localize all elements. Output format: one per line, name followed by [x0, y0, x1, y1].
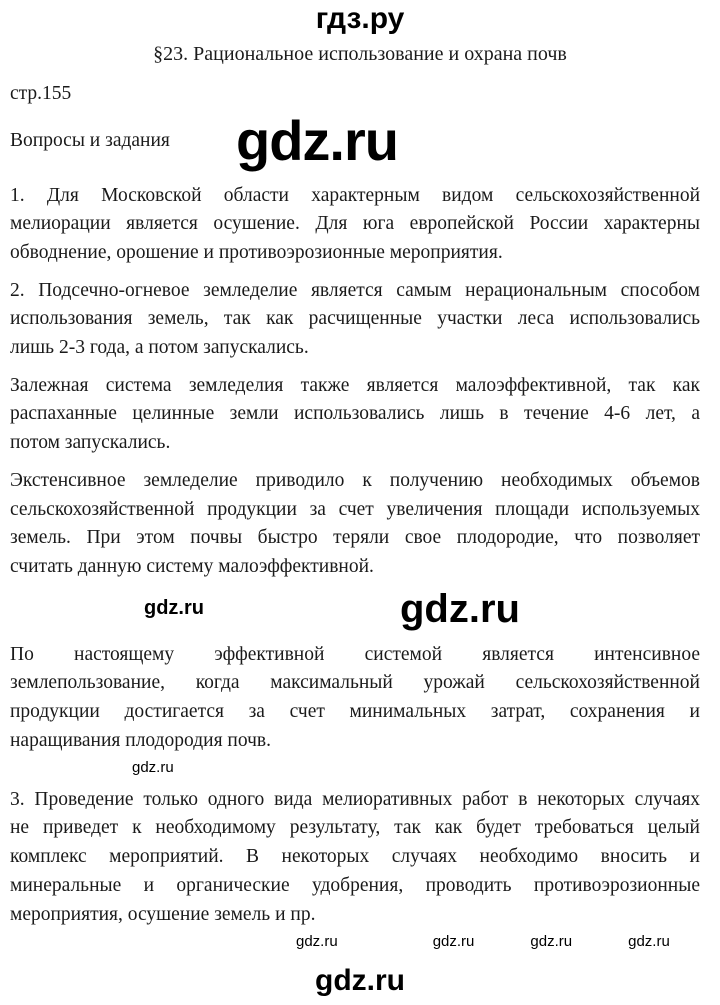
paragraph-line: обводнение, орошение и противоэрозионные мероприятия. — [10, 241, 503, 263]
page-reference: стр.155 — [10, 82, 72, 104]
paragraph-line: комплекс мероприятий. В некоторых случаях необходимо вносить и — [10, 846, 700, 868]
answer-paragraph — [10, 182, 700, 268]
paragraph-line: 2. Подсечно-огневое земледелие является самым нерациональным способом — [10, 279, 700, 301]
paragraph-line: мелиорации является осушение. Для юга европейской России характерны — [10, 213, 700, 235]
paragraph-line: продукции достигается за счет минимальных затрат, сохранения и — [10, 701, 700, 723]
paragraph-line: лишь 2-3 года, а потом запускались. — [10, 337, 309, 359]
paragraph-line: мероприятия, осушение земель и пр. — [10, 903, 316, 925]
watermark-small: gdz.ru — [296, 933, 338, 951]
paragraph-line: 3. Проведение только одного вида мелиоративных работ в некоторых случаях — [10, 788, 700, 810]
paragraph-line: не приведет к необходимому результату, так как будет требоваться целый — [10, 817, 700, 839]
paragraph-line: Экстенсивное земледелие приводило к получению необходимых объемов — [10, 469, 700, 491]
watermark-small: gdz.ru — [132, 759, 174, 777]
header-watermark: гдз.ру — [315, 2, 405, 35]
watermark-small: gdz.ru — [432, 933, 475, 951]
watermark-small: gdz.ru — [530, 933, 573, 951]
watermark-row — [10, 586, 710, 632]
answer-paragraph — [10, 277, 700, 363]
paragraph-line: потом запускались. — [10, 432, 171, 454]
watermark-small: gdz.ru — [144, 597, 204, 620]
paragraph-line: считать данную систему малоэффективной. — [10, 555, 374, 577]
section-row — [10, 109, 710, 173]
watermark-large: gdz.ru — [236, 108, 398, 172]
paragraph-line: сельскохозяйственной продукции за счет увеличения площади используемых — [10, 498, 700, 520]
paragraph-line: Залежная система земледелия также является малоэффективной, так как — [10, 374, 700, 396]
paragraph-line: По настоящему эффективной системой является интенсивное — [10, 643, 700, 665]
paragraph-line: землепользование, когда максимальный урожай сельскохозяйственной — [10, 672, 700, 694]
paragraph-line: минеральные и органические удобрения, проводить противоэрозионные — [10, 874, 700, 896]
answer-paragraph — [10, 372, 700, 458]
watermark-mid: gdz.ru — [400, 586, 520, 631]
answer-paragraph — [10, 786, 700, 930]
watermark-row — [10, 933, 710, 950]
paragraph-line: наращивания плодородия почв. — [10, 729, 272, 751]
document-body — [0, 81, 720, 951]
paragraph-line: распаханные целинные земли использовались лишь в течение 4-6 лет, а — [10, 403, 700, 425]
paragraph-line: 1. Для Московской области характерным видом сельскохозяйственной — [10, 184, 700, 206]
footer-watermark: gdz.ru — [315, 964, 405, 998]
answer-paragraph — [10, 467, 700, 582]
section-heading: Вопросы и задания — [10, 129, 170, 151]
watermark-small: gdz.ru — [628, 933, 670, 951]
answer-paragraph — [10, 641, 700, 756]
paragraph-line: использования земель, так как расчищенные участки леса использовались — [10, 308, 700, 330]
paragraph-line: земель. При этом почвы быстро теряли свое плодородие, что позволяет — [10, 527, 700, 549]
watermark-row — [10, 759, 710, 776]
page-title: §23. Рациональное использование и охрана почв — [153, 42, 567, 65]
